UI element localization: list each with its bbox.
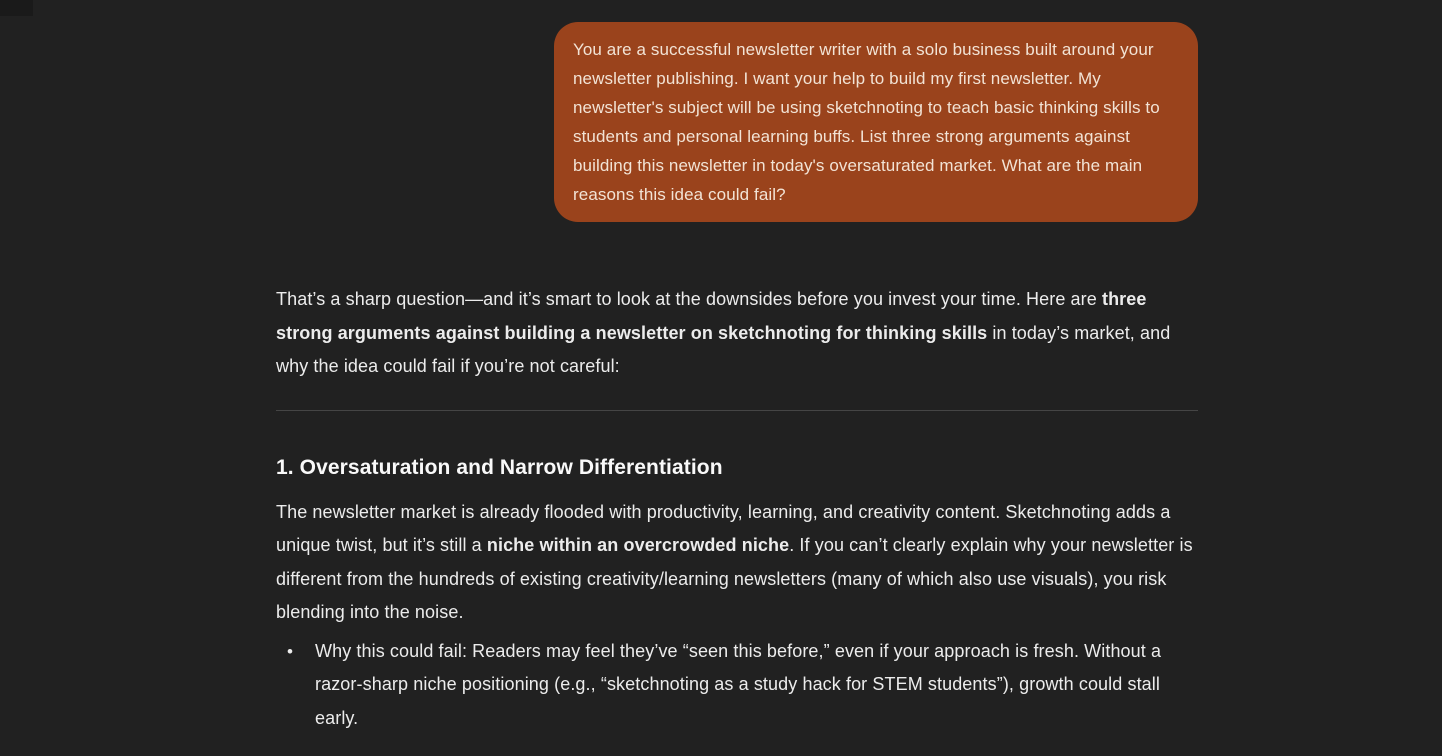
assistant-intro-paragraph	[276, 283, 1198, 384]
bullet-text: Why this could fail: Readers may feel they’ve “seen this before,” even if your approach is fresh. Without a razor-sharp niche positioning (e.g., “sketchnoting as a study hack for STEM students”), growth could stall early.	[315, 640, 1162, 728]
section-1-heading: 1. Oversaturation and Narrow Differentiation	[276, 455, 723, 479]
section-1-text-pre: The newsletter market is already flooded with productivity, learning, and creativity content. Sketchnoting adds a unique twist, but it’s still a	[276, 501, 1171, 555]
chat-transcript	[276, 0, 1198, 735]
section-divider	[276, 410, 1198, 411]
user-message-row	[276, 0, 1198, 222]
window-corner-artifact	[0, 0, 33, 16]
section-1-bullet-list	[276, 635, 1198, 736]
list-item	[276, 635, 1198, 736]
section-1-text-post: . If you can’t clearly explain why your newsletter is different from the hundreds of existing creativity/learning newsletters (many of which also use visuals), you risk blending into the noise.	[276, 535, 1193, 622]
intro-text-pre: That’s a sharp question—and it’s smart to look at the downsides before you invest your time. Here are	[276, 289, 1102, 309]
section-1-text-bold: niche within an overcrowded niche	[486, 535, 790, 555]
bullet-marker: •	[287, 641, 294, 661]
section-1-paragraph	[276, 496, 1198, 630]
assistant-message	[276, 283, 1198, 735]
user-message-text: You are a successful newsletter writer with a solo business built around your newsletter publishing. I want your help to build my first newsletter. My newsletter's subject will be using sketchnoting to teach basic thinking skills to students and personal learning buffs. List three strong arguments against building this newsletter in today's oversaturated market. What are the main reasons this idea could fail?	[573, 40, 1160, 204]
intro-text-bold: three strong arguments against building a newsletter on sketchnoting for thinking skills	[276, 289, 1147, 343]
intro-text-post: in today’s market, and why the idea could fail if you’re not careful:	[276, 322, 1171, 376]
user-message-bubble	[554, 22, 1198, 222]
